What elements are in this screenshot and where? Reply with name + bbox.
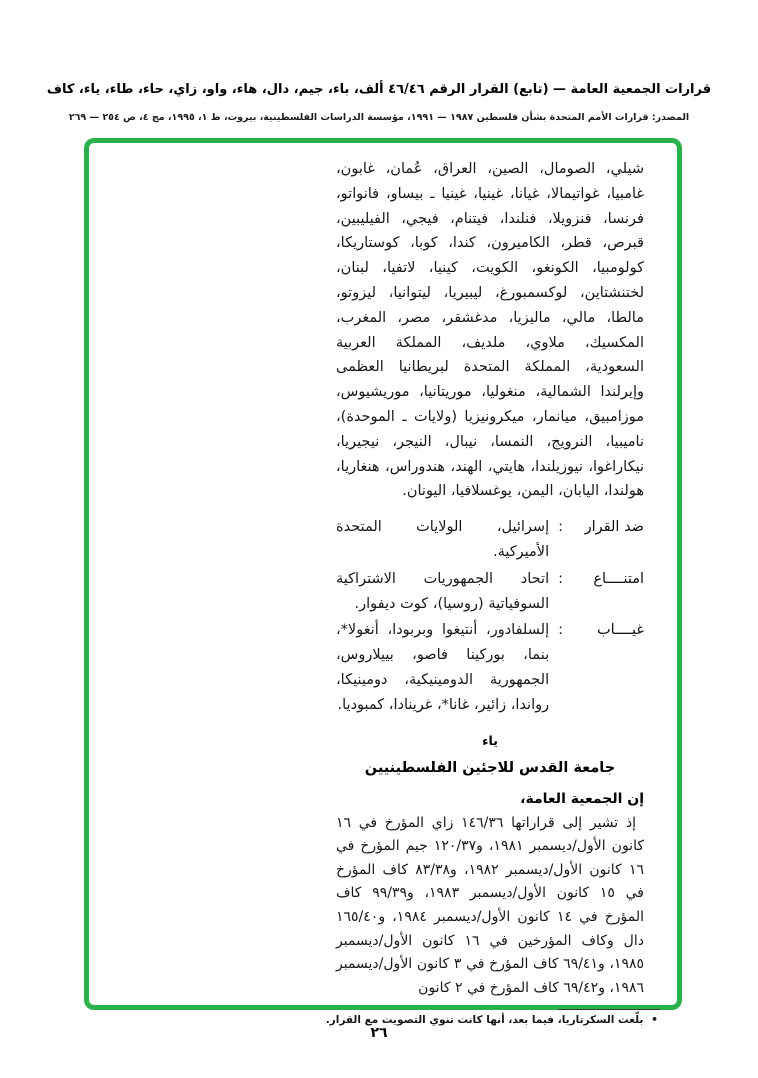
footnote-separator xyxy=(558,1009,660,1010)
vote-colon: : xyxy=(558,570,563,587)
vote-text-abstain: اتحاد الجمهوريات الاشتراكية السوفياتية (روسيا)، كوت ديفوار. xyxy=(336,570,550,612)
vote-colon: : xyxy=(558,519,563,536)
vote-text-absent: إلسلفادور، أنتيغوا وبربودا، أنغولا*، بنما، بوركينا فاصو، بييلاروس، الجمهورية الدومينيكية، دومينيكا، رواندا، زائير، غانا*، غرينادا، كمبوديا. xyxy=(336,622,550,713)
vote-row-against xyxy=(336,515,644,565)
vote-row-abstain xyxy=(336,567,644,617)
page-header-title: قرارات الجمعية العامة — (تابع) القرار الرقم ٤٦/٤٦ ألف، باء، جيم، دال، هاء، واو، زاي، حاء، طاء، ياء، كاف xyxy=(46,82,712,97)
section-title-heading: جامعة القدس للاجئين الفلسطينيين xyxy=(364,759,616,776)
footnote-text: بلّغت السكرتاريا، فيما بعد، أنها كانت تنوي التصويت مع القرار. xyxy=(325,1014,644,1027)
page-header-source: المصدر: قرارات الأمم المتحدة بشأن فلسطين ١٩٨٧ — ١٩٩١، مؤسسة الدراسات الفلسطينية، بيروت، ط ١، ١٩٩٥، مج ٤، ص ٢٥٤ — ٢٦٩ xyxy=(68,112,690,123)
recall-paragraph: إذ تشير إلى قراراتها ١٤٦/٣٦ زاي المؤرخ في ١٦ كانون الأول/ديسمبر ١٩٨١، و١٢٠/٣٧ جيم المؤرخ في ١٦ كانون الأول/ديسمبر ١٩٨٢، و٨٣/٣٨ كاف المؤرخ في ١٥ كانون الأول/ديسمبر ١٩٨٣، و٩٩/٣٩ كاف المؤرخ في ١٤ كانون الأول/ديسمبر ١٩٨٤، و١٦٥/٤٠ دال وكاف المؤرخين في ١٦ كانون الأول/ديسمبر ١٩٨٥، و٦٩/٤١ كاف المؤرخ في ٣ كانون الأول/ديسمبر ١٩٨٦، و٦٩/٤٢ كاف المؤرخ في ٢ كانون xyxy=(336,814,645,996)
section-letter-heading: ياء xyxy=(482,732,498,748)
vote-label-abstain: امتنــــاع xyxy=(593,570,644,587)
resolution-content-column xyxy=(325,157,658,1027)
vote-colon: : xyxy=(558,622,563,639)
vote-text-against: إسرائيل، الولايات المتحدة الأميركية. xyxy=(336,519,550,560)
resolution-frame xyxy=(84,138,682,1027)
footnote-bullet-icon: • xyxy=(650,1013,658,1027)
vote-row-absent xyxy=(336,618,644,717)
vote-results xyxy=(336,515,644,717)
vote-label-against: ضد القرار xyxy=(584,519,644,536)
assembly-lead-line: إن الجمعية العامة، xyxy=(520,790,644,807)
in-favor-country-list: شيلي، الصومال، الصين، العراق، عُمان، غابون، غامبيا، غواتيمالا، غيانا، غينيا، غينيا ـ بيساو، فانواتو، فرنسا، فنزويلا، فنلندا، فيتنام، فيجي، الفيليبين، قبرص، قطر، الكاميرون، كندا، كوبا، كوستاريكا، كولومبيا، الكونغو، الكويت، كينيا، لاتفيا، لبنان، لختنشتاين، لوكسمبورغ، ليبيريا، ليتوانيا، ليزوتو، مالطا، مالي، ماليزيا، مدغشقر، مصر، المغرب، المكسيك، ملاوي، ملديف، المملكة العربية السعودية، المملكة المتحدة لبريطانيا العظمى وإيرلندا الشمالية، منغوليا، موريتانيا، موريشيوس، موزامبيق، ميانمار، ميكرونيزيا (ولايات ـ الموحدة)، ناميبيا، النرويج، النمسا، نيبال، النيجر، نيجيريا، نيكاراغوا، نيوزيلندا، هايتي، الهند، هندوراس، هنغاريا، هولندا، اليابان، اليمن، يوغسلافيا، اليونان. xyxy=(336,161,644,500)
vote-label-absent: غيــــاب xyxy=(596,622,644,639)
page-number: ٢٦ xyxy=(370,1025,388,1041)
